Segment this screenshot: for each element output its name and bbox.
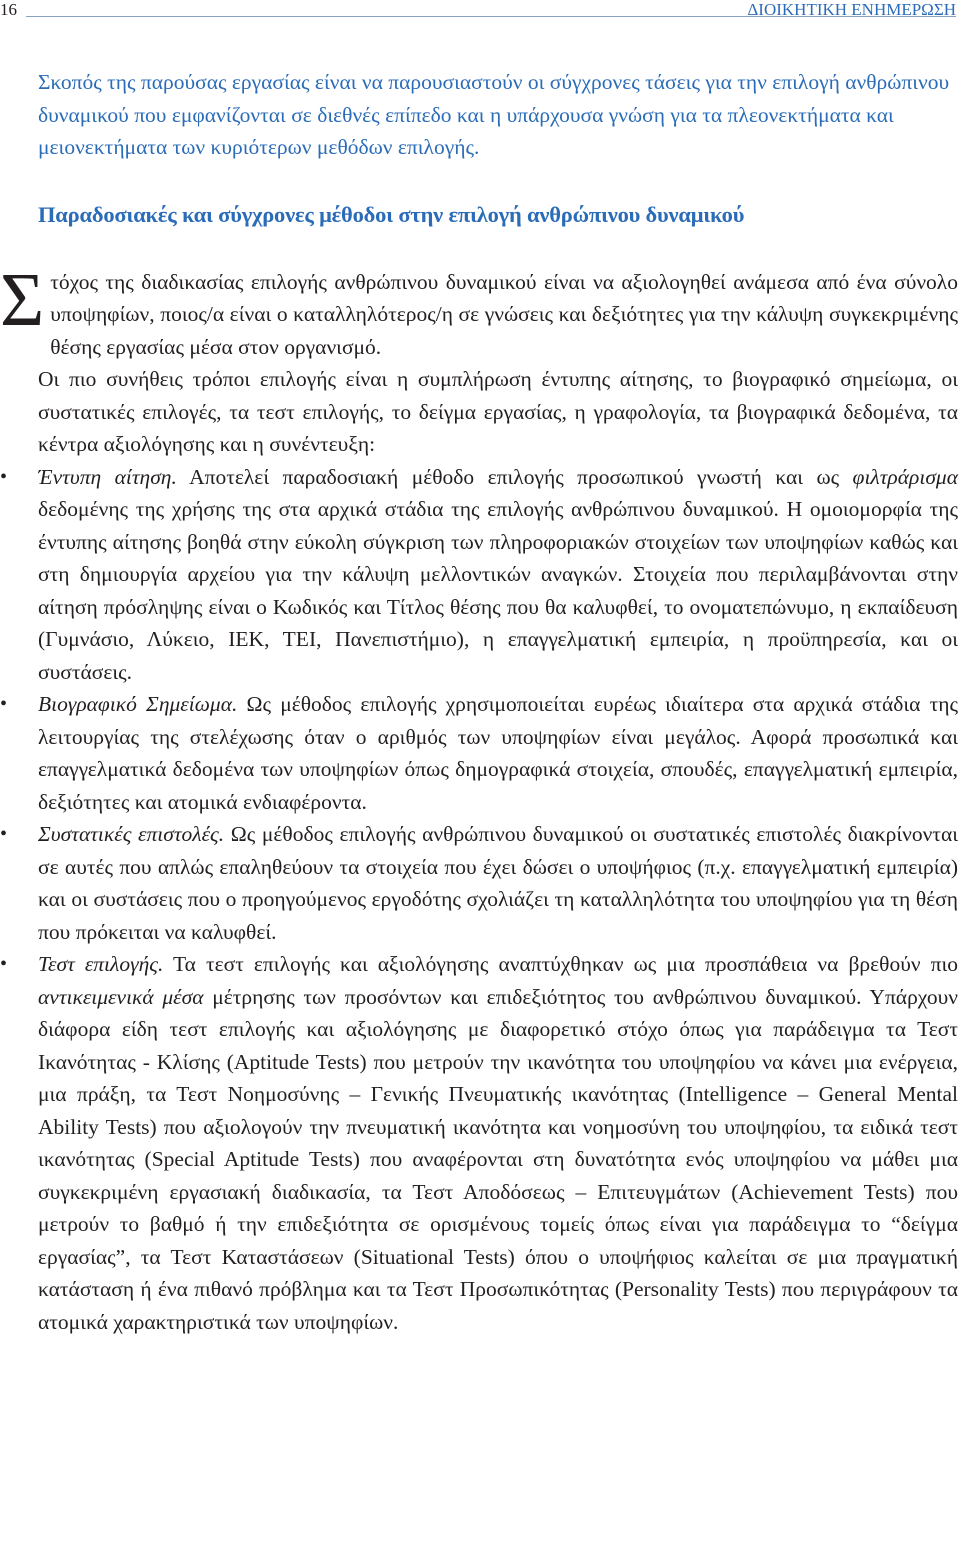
article-body — [0, 66, 958, 1338]
list-item-inline-term: αντικειμενικά μέσα — [38, 984, 204, 1009]
list-item — [0, 461, 958, 689]
intro-paragraph: Σκοπός της παρούσας εργασίας είναι να παρουσιαστούν οι σύγχρονες τάσεις για την επιλογή ανθρώπινου δυναμικού που εμφανίζονται σε διεθνές επίπεδο και η υπάρχουσα γνώση για τα πλεονεκτήματα και μειονεκτήματα των κυριότερων μεθόδων επιλογής. — [38, 70, 950, 159]
list-item-term: Βιογραφικό Σημείωμα. — [38, 692, 238, 716]
methods-list — [0, 461, 958, 1339]
lead-text: τόχος της διαδικασίας επιλογής ανθρώπινου δυναμικού είναι να αξιολογηθεί ανάμεσα από ένα σύνολο υποψηφίων, ποιος/α είναι ο καταλληλότερος/η σε γνώσεις και δεξιότητες για την κάλυψη συγκεκριμένης θέσης εργασίας μέσα στον οργανισμό. — [50, 269, 958, 359]
list-item-text: Ως μέθοδος επιλογής χρησιμοποιείται ευρέως ιδιαίτερα στα αρχικά στάδια της λειτουργίας της στελέχωσης όταν ο αριθμός των υποψηφίων είναι μεγάλος. Αφορά προσωπικά και επαγγελματικά δεδομένα των υποψηφίων όπως δημογραφικά στοιχεία, σπουδές, επαγγελματική εμπειρία, δεξιότητες και ατομικά ενδιαφέροντα. — [38, 692, 958, 814]
bullet-icon: • — [0, 953, 8, 975]
list-item-text-continued: μέτρησης των προσόντων και επιδεξιότητος του ανθρώπινου δυναμικού. Υπάρχουν διάφορα είδη τεστ επιλογής και αξιολόγησης με διαφορετικό στόχο όπως για παράδειγμα τα Τεστ Ικανότητας - Κλίσης (Aptitude Tests) που μετρούν την ικανότητα του υποψηφίου να κάνει μια ενέργεια, μια πράξη, τα Τεστ Νοημοσύνης – Γενικής Πνευματικής ικανότητας (Intelligence – General Mental Ability Tests) που αξιολογούν την πνευματική ικανότητα και νοημοσύνη του υποψηφίου, τα ειδικά τεστ ικανότητας (Special Aptitude Tests) που αναφέρονται στη δυνατότητα ενός υποψηφίου να μάθει μια συγκεκριμένη εργασιακή διαδικασία, τα Τεστ Αποδόσεως – Επιτευγμάτων (Achievement Tests) που μετρούν το βαθμό ή την επιδεξιότητα σε ορισμένους τομείς όπως είναι για παράδειγμα το “δείγμα εργασίας”, τα Τεστ Καταστάσεων (Situational Tests) όπου ο υποψήφιος καλείται σε μια πραγματική κατάσταση ή ένα πιθανό πρόβλημα και τα Τεστ Προσωπικότητας (Personality Tests) που περιγράφουν τα ατομικά χαρακτηριστικά των υποψηφίων. — [38, 984, 958, 1334]
list-item-term: Τεστ επιλογής. — [38, 952, 164, 976]
list-item-text: Τα τεστ επιλογής και αξιολόγησης αναπτύχθηκαν ως μια προσπάθεια να βρεθούν πιο — [163, 952, 958, 976]
list-item-text-continued: δεδομένης της χρήσης της στα αρχικά στάδια της επιλογής ανθρώπινου δυναμικού. Η ομοιομορφία της έντυπης αίτησης βοηθά στην εύκολη σύγκριση των πληροφοριακών στοιχείων των υποψηφίων καθώς και στη δημιουργία αρχείου για την κάλυψη μελλοντικών αναγκών. Στοιχεία που περιλαμβάνονται στην αίτηση πρόσληψης είναι ο Κωδικός και Τίτλος θέσης που θα καλυφθεί, το ονοματεπώνυμο, η εκπαίδευση (Γυμνάσιο, Λύκειο, ΙΕΚ, ΤΕΙ, Πανεπιστήμιο), η επαγγελματική εμπειρία, η προϋπηρεσία, και οι συστάσεις. — [38, 497, 958, 684]
list-item-inline-term: φιλτράρισμα — [852, 464, 958, 489]
section-heading: Παραδοσιακές και σύγχρονες μέθοδοι στην επιλογή ανθρώπινου δυναμικού — [38, 201, 745, 227]
bullet-icon: • — [0, 693, 8, 715]
page-header — [0, 0, 960, 30]
list-item — [0, 688, 958, 818]
drop-cap: Σ — [0, 257, 45, 342]
lead-paragraph — [0, 257, 958, 364]
list-item — [0, 948, 958, 1338]
running-title: ΔΙΟΙΚΗΤΙΚΗ ΕΝΗΜΕΡΩΣΗ — [747, 0, 956, 19]
list-item — [0, 818, 958, 948]
list-item-term: Συστατικές επιστολές. — [38, 822, 225, 846]
methods-intro-paragraph: Οι πιο συνήθεις τρόποι επιλογής είναι η συμπλήρωση έντυπης αίτησης, το βιογραφικό σημείωμα, οι συστατικές επιλογές, τα τεστ επιλογής, το δείγμα εργασίας, η γραφολογία, τα βιογραφικά δεδομένα, τα κέντρα αξιολόγησης και η συνέντευξη: — [38, 367, 958, 456]
bullet-icon: • — [0, 465, 8, 488]
list-item-term: Έντυπη αίτηση. — [38, 464, 177, 489]
list-item-text: Ως μέθοδος επιλογής ανθρώπινου δυναμικού οι συστατικές επιστολές διακρίνονται σε αυτές που απλώς επαληθεύουν τα στοιχεία που έχει δώσει ο υποψήφιος (π.χ. επαγγελματική εμπειρία) και οι συστάσεις που ο προηγούμενος εργοδότης σχολιάζει τη καταλληλότητα του υποψηφίου για τη θέση που πρόκειται να καλυφθεί. — [38, 822, 958, 944]
bullet-icon: • — [0, 823, 8, 845]
page-number: 16 — [0, 0, 17, 19]
list-item-text: Αποτελεί παραδοσιακή μέθοδο επιλογής προσωπικού γνωστή και ως — [176, 464, 853, 489]
